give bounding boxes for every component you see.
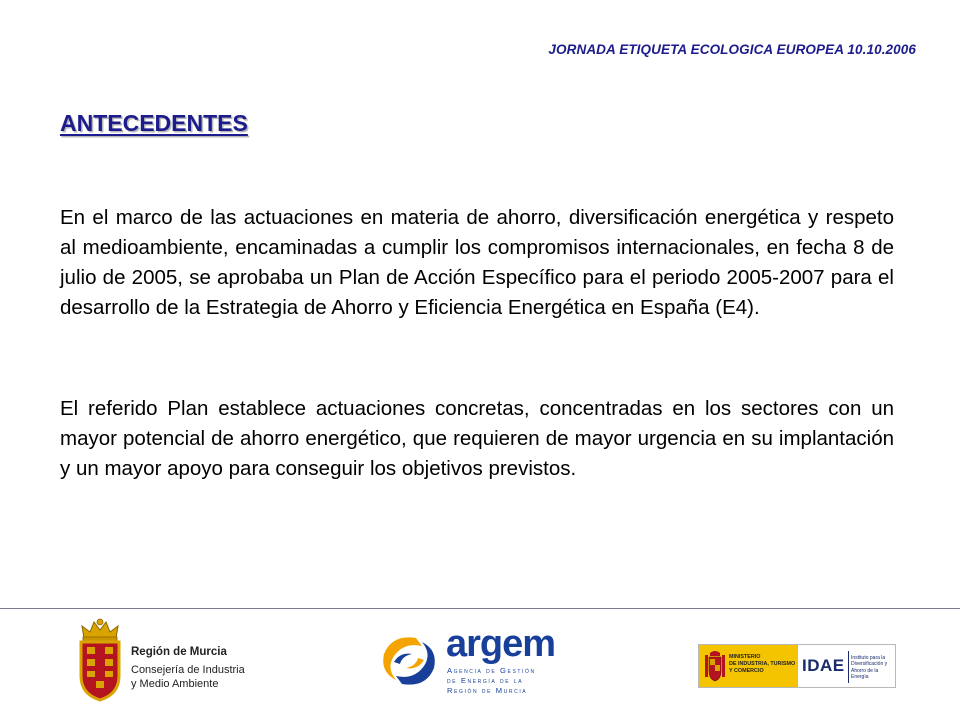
idae-text-line-3: Ahorro de la Energía bbox=[851, 667, 879, 680]
murcia-department-line-1: Consejería de Industria bbox=[131, 664, 245, 676]
argem-swirl-icon bbox=[376, 628, 442, 694]
footer-divider bbox=[0, 608, 960, 609]
argem-wordmark: argem bbox=[446, 623, 556, 665]
idae-text-line-2: Diversificación y bbox=[851, 661, 888, 668]
ministry-logo bbox=[698, 644, 798, 688]
argem-subtitle-line-2: de Energía de la bbox=[447, 676, 524, 685]
murcia-coat-of-arms-icon bbox=[76, 616, 124, 702]
paragraph-1: En el marco de las actuaciones en materia de ahorro, diversificación energética y respeto al medioambiente, encaminadas a cumplir los compromisos internacionales, en fecha 8 de julio de 2005, se aprobaba un Plan de Acción Específico para el periodo 2005-2007 para el desarrollo de la Estrategia de Ahorro y Eficiencia Energética en España (E4). bbox=[60, 206, 894, 319]
argem-subtitle-line-3: Región de Murcia bbox=[447, 686, 528, 695]
murcia-label bbox=[131, 645, 245, 691]
murcia-department-line-2: y Medio Ambiente bbox=[131, 678, 219, 690]
idae-text-line-1: Instituto para la bbox=[851, 655, 886, 661]
idae-wordmark: IDAE bbox=[802, 656, 845, 675]
section-title: ANTECEDENTES bbox=[60, 110, 248, 136]
idae-logo bbox=[798, 644, 896, 688]
paragraph-2: El referido Plan establece actuaciones concretas, concentradas en los sectores con un mayor potencial de ahorro energético, que requieren de mayor urgencia en su implantación y un mayor apoyo para conseguir los objetivos previstos. bbox=[60, 397, 894, 480]
ministry-text-line-2: DE INDUSTRIA, TURISMO bbox=[729, 660, 796, 667]
argem-subtitle-line-1: Agencia de Gestión bbox=[447, 666, 536, 675]
argem-subtitle bbox=[447, 666, 536, 696]
event-header: JORNADA ETIQUETA ECOLOGICA EUROPEA 10.10.2006 bbox=[548, 42, 916, 57]
idae-separator bbox=[848, 651, 849, 683]
ministry-text-line-1: MINISTERIO bbox=[729, 654, 761, 660]
ministry-text bbox=[729, 654, 797, 674]
spain-coat-of-arms-icon bbox=[703, 649, 727, 683]
ministry-text-line-3: Y COMERCIO bbox=[729, 667, 764, 674]
idae-text bbox=[851, 655, 895, 680]
murcia-name: Región de Murcia bbox=[131, 646, 227, 658]
